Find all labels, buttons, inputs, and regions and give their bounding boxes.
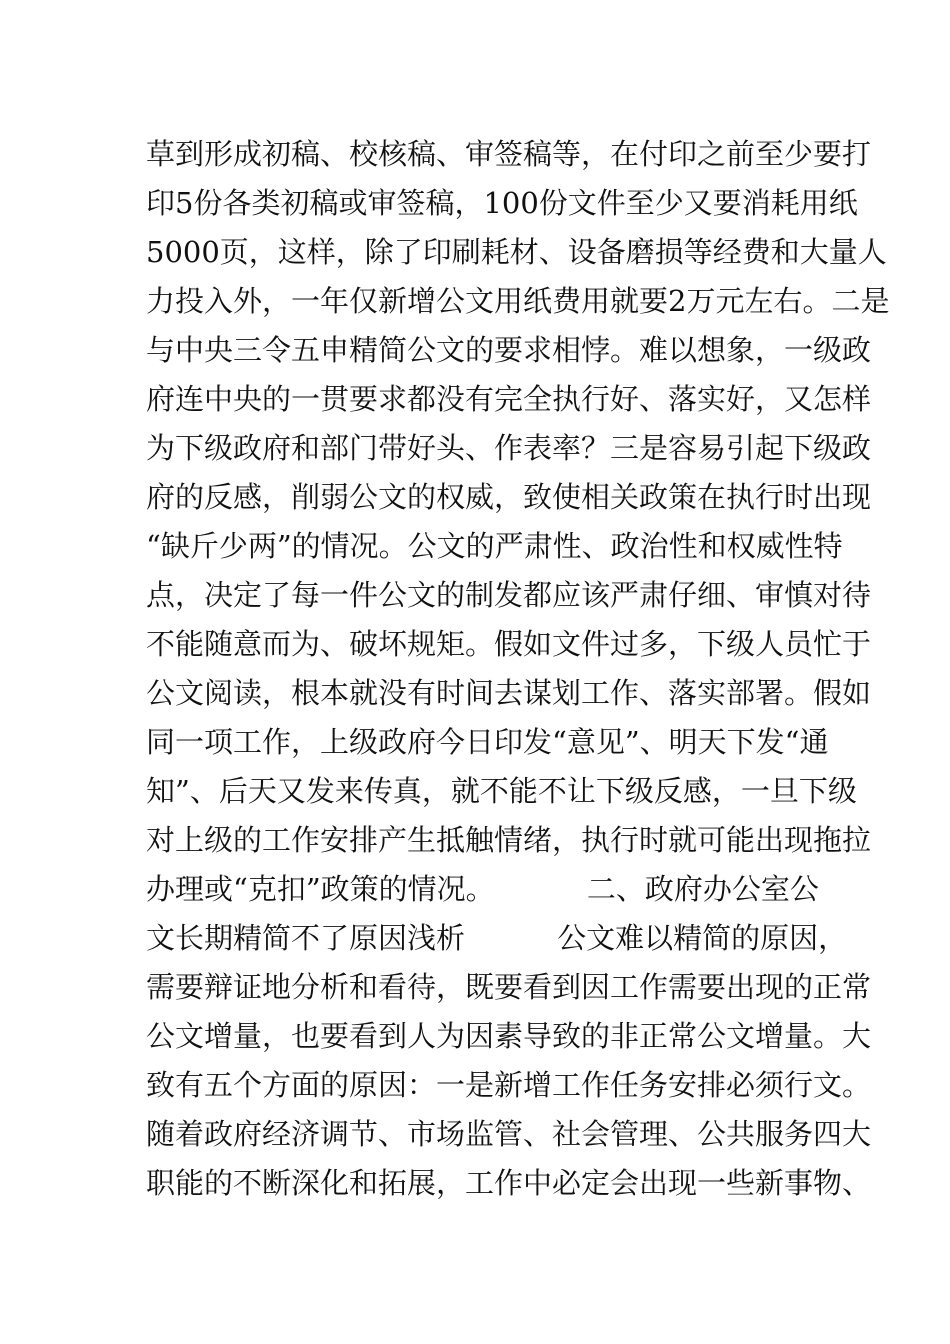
text-line: 随着政府经济调节、市场监管、社会管理、公共服务四大 <box>146 1117 872 1151</box>
text-line: 知”、后天又发来传真，就不能不让下级反感，一旦下级 <box>146 774 857 808</box>
text-line: 公文增量，也要看到人为因素导致的非正常公文增量。大 <box>146 1019 872 1053</box>
text-line: 不能随意而为、破坏规矩。假如文件过多，下级人员忙于 <box>146 627 872 661</box>
text-line: 办理或“克扣”政策的情况。 二、政府办公室公 <box>146 872 819 906</box>
text-line: 职能的不断深化和拓展，工作中必定会出现一些新事物、 <box>146 1166 872 1200</box>
text-line: 文长期精简不了原因浅析 公文难以精简的原因， <box>146 921 848 955</box>
text-line: 与中央三令五申精简公文的要求相悖。难以想象，一级政 <box>146 333 872 367</box>
text-line: 点，决定了每一件公文的制发都应该严肃仔细、审慎对待 <box>146 578 872 612</box>
body-text <box>146 130 890 1208</box>
text-line: 需要辩证地分析和看待，既要看到因工作需要出现的正常 <box>146 970 872 1004</box>
text-line: 对上级的工作安排产生抵触情绪，执行时就可能出现拖拉 <box>146 823 872 857</box>
text-line: 府的反感，削弱公文的权威，致使相关政策在执行时出现 <box>146 480 872 514</box>
text-line: 公文阅读，根本就没有时间去谋划工作、落实部署。假如 <box>146 676 872 710</box>
text-line: 府连中央的一贯要求都没有完全执行好、落实好，又怎样 <box>146 382 872 416</box>
text-line: 印5份各类初稿或审签稿，100份文件至少又要消耗用纸 <box>146 186 858 220</box>
text-line: 致有五个方面的原因：一是新增工作任务安排必须行文。 <box>146 1068 872 1102</box>
text-line: “缺斤少两”的情况。公文的严肃性、政治性和权威性特 <box>146 529 843 563</box>
text-line: 5000页，这样，除了印刷耗材、设备磨损等经费和大量人 <box>146 235 887 269</box>
text-line: 草到形成初稿、校核稿、审签稿等，在付印之前至少要打 <box>146 137 872 171</box>
text-line: 同一项工作，上级政府今日印发“意见”、明天下发“通 <box>146 725 829 759</box>
text-line: 为下级政府和部门带好头、作表率？三是容易引起下级政 <box>146 431 872 465</box>
text-line: 力投入外，一年仅新增公文用纸费用就要2万元左右。二是 <box>146 284 890 318</box>
